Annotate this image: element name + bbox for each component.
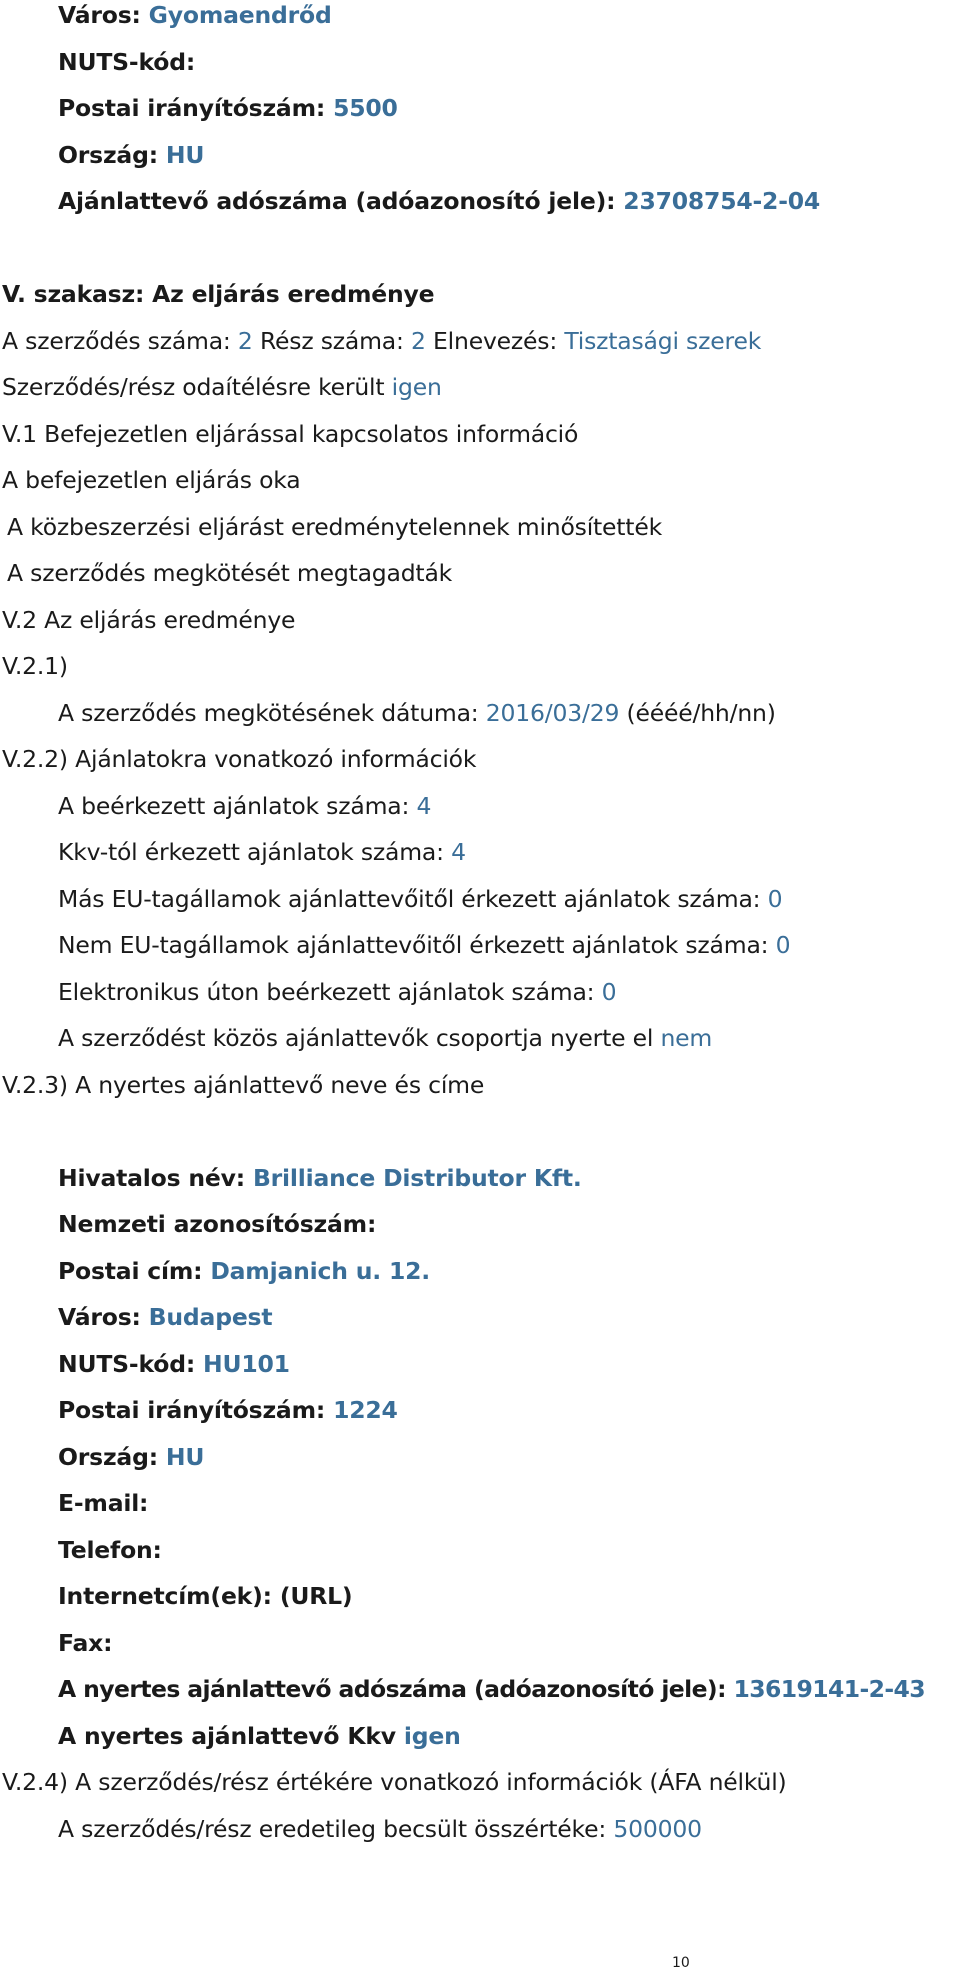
company-country-row: Ország: HU [58, 141, 205, 169]
company-tax-row: Ajánlattevő adószáma (adóazonosító jele): 23708754-2-04 [58, 187, 821, 215]
company-zip: 5500 [333, 94, 398, 122]
winner-url-row: Internetcím(ek): (URL) [58, 1582, 353, 1610]
v24-title: V.2.4) A szerződés/rész értékére vonatkozó információk (ÁFA nélkül) [2, 1768, 787, 1796]
winner-email-row: E-mail: [58, 1489, 149, 1517]
contract-row: A szerződés száma: 2 Rész száma: 2 Elnevezés: Tisztasági szerek [2, 327, 762, 355]
winner-country-row: Ország: HU [58, 1443, 205, 1471]
conclusion-date-row: A szerződés megkötésének dátuma: 2016/03/29 (éééé/hh/nn) [58, 699, 776, 727]
winner-city-row: Város: Budapest [58, 1303, 273, 1331]
offers-received-row: A beérkezett ajánlatok száma: 4 [58, 792, 432, 820]
eu-offers-row: Más EU-tagállamok ajánlattevőitől érkezett ajánlatok száma: 0 [58, 885, 783, 913]
company-city-row: Város: Gyomaendrőd [58, 1, 332, 29]
winner-nuts-row: NUTS-kód: HU101 [58, 1350, 290, 1378]
winner-phone-row: Telefon: [58, 1536, 162, 1564]
page-number: 10 [672, 1955, 690, 1971]
v23-title: V.2.3) A nyertes ajánlattevő neve és címe [2, 1071, 485, 1099]
winner-fax-row: Fax: [58, 1629, 113, 1657]
winner-name: Brilliance Distributor Kft. [252, 1164, 582, 1192]
group-row: A szerződést közös ajánlattevők csoportja nyerte el nem [58, 1024, 713, 1052]
company-city: Gyomaendrőd [148, 1, 332, 29]
winner-name-row: Hivatalos név: Brilliance Distributor Kft. [58, 1164, 582, 1192]
company-nuts-row: NUTS-kód: [58, 48, 196, 76]
non-eu-offers-row: Nem EU-tagállamok ajánlattevőitől érkezett ajánlatok száma: 0 [58, 931, 791, 959]
winner-tax-row: A nyertes ajánlattevő adószáma (adóazonosító jele): 13619141-2-43 [58, 1675, 926, 1703]
company-country: HU [165, 141, 205, 169]
sme-offers-row: Kkv-tól érkezett ajánlatok száma: 4 [58, 838, 466, 866]
section-heading: V. szakasz: Az eljárás eredménye [2, 280, 435, 308]
v1-reason-option: A szerződés megkötését megtagadták [7, 559, 453, 587]
estimated-value-row: A szerződés/rész eredetileg becsült összértéke: 500000 [58, 1815, 702, 1843]
company-tax: 23708754-2-04 [623, 187, 821, 215]
winner-address-row: Postai cím: Damjanich u. 12. [58, 1257, 431, 1285]
company-zip-row: Postai irányítószám: 5500 [58, 94, 398, 122]
conclusion-date: 2016/03/29 [485, 699, 620, 727]
v1-reason-label: A befejezetlen eljárás oka [2, 466, 301, 494]
winner-zip-row: Postai irányítószám: 1224 [58, 1396, 398, 1424]
electronic-offers-row: Elektronikus úton beérkezett ajánlatok száma: 0 [58, 978, 617, 1006]
winner-national-id-row: Nemzeti azonosítószám: [58, 1210, 377, 1238]
awarded-row: Szerződés/rész odaítélésre került igen [2, 373, 442, 401]
v2-title: V.2 Az eljárás eredménye [2, 606, 296, 634]
v21-title: V.2.1) [2, 652, 68, 680]
v22-title: V.2.2) Ajánlatokra vonatkozó információk [2, 745, 477, 773]
winner-sme-row: A nyertes ajánlattevő Kkv igen [58, 1722, 461, 1750]
v1-reason-option: A közbeszerzési eljárást eredménytelennek minősítették [7, 513, 662, 541]
v1-title: V.1 Befejezetlen eljárással kapcsolatos információ [2, 420, 579, 448]
